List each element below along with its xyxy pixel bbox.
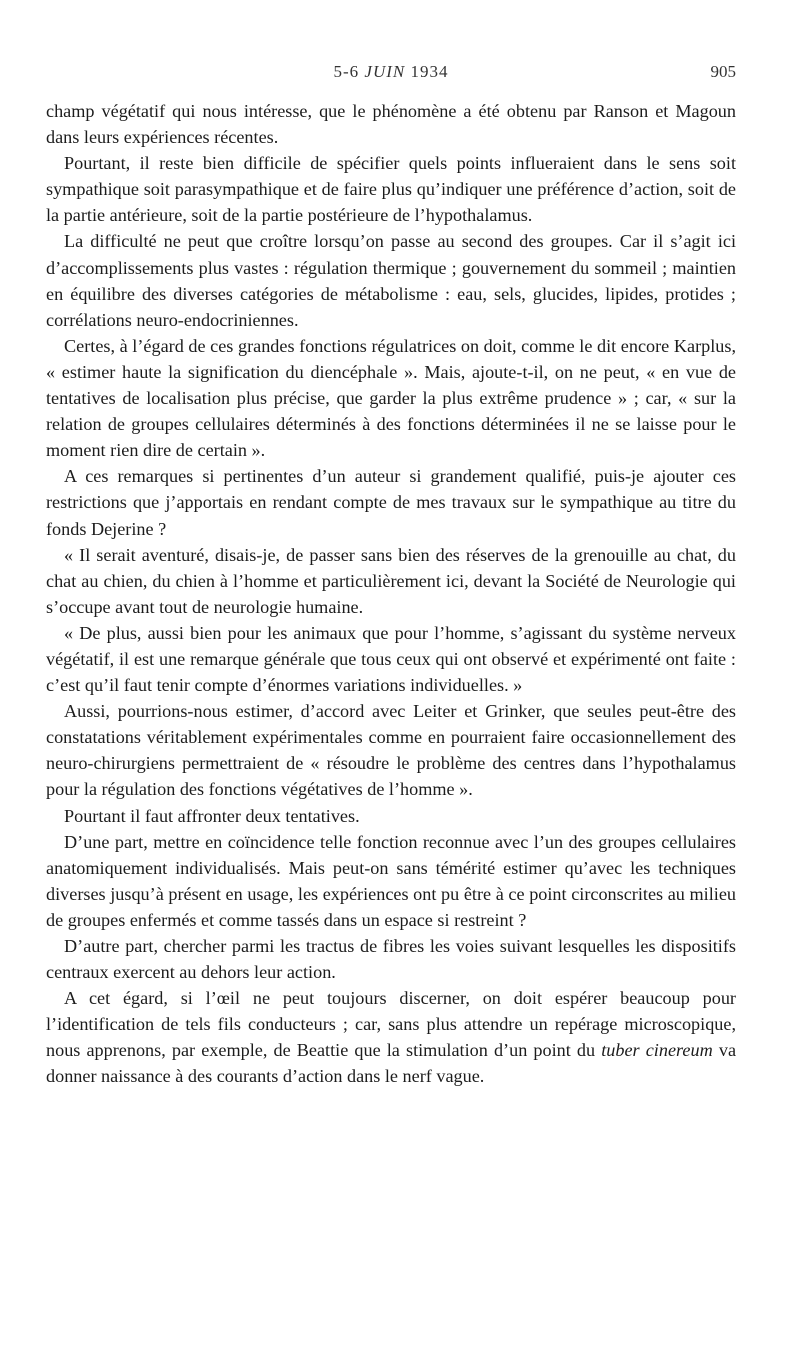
paragraph: Pourtant, il reste bien difficile de spécifier quels points influeraient dans le sens soit sympathique soit parasympathique et de faire plus qu’indiquer une préférence d’action, soit de la partie antérieure, soit de la partie postérieure de l’hypothalamus. — [46, 153, 736, 226]
paragraph-final — [46, 985, 736, 1089]
paragraph: D’une part, mettre en coïncidence telle fonction reconnue avec l’un des groupes cellulaires anatomiquement individualisés. Mais peut-on sans témérité estimer qu’avec les techniques diverses jusqu’à présent en usage, les expériences ont pu être à ce point circonscrites au milieu de groupes enfermés et comme tassés dans un espace si restreint ? — [46, 831, 736, 930]
paragraph: « De plus, aussi bien pour les animaux que pour l’homme, s’agissant du système nerveux végétatif, il est une remarque générale que tous ceux qui ont observé et expérimenté ont faite : c’est qu’il faut tenir compte d’énormes variations individuelles. » — [46, 622, 736, 696]
paragraph: Pourtant il faut affronter deux tentatives. — [64, 805, 360, 826]
header-year: 1934 — [410, 62, 449, 81]
paragraph: La difficulté ne peut que croître lorsqu’on passe au second des groupes. Car il s’agit ici d’accomplissements plus vastes : régulation thermique ; gouvernement du sommeil ; maintien en équilibre des diverses catégories de métabolisme : eau, sels, glucides, lipides, protides ; corrélations neuro-endocriniennes. — [46, 231, 736, 330]
paragraph-final-start: A cet égard, si l’œil ne peut toujours discerner, on doit espérer beaucoup pour l’identification de tels fils conducteurs ; car, sans plus attendre un repérage microscopique, nous apprenons, par exemple, de Beattie que la stimulation d’un point du — [46, 988, 736, 1061]
paragraph: Aussi, pourrions-nous estimer, d’accord avec Leiter et Grinker, que seules peut-être des constatations véritablement expérimentales comme en pourraient faire occasionnellement des neuro-chirurgiens permettraient de « résoudre le problème des centres dans l’hypothalamus pour la régulation des fonctions végétatives de l’homme ». — [46, 701, 736, 800]
running-header — [46, 62, 736, 88]
page-number: 905 — [710, 62, 736, 81]
latin-term: tuber cinereum — [601, 1040, 713, 1061]
body-text — [46, 98, 736, 1090]
header-date — [46, 62, 736, 82]
paragraph: D’autre part, chercher parmi les tractus de fibres les voies suivant lesquelles les dispositifs centraux exercent au dehors leur action. — [46, 936, 736, 983]
header-month: JUIN — [364, 62, 406, 81]
paragraph-continued: champ végétatif qui nous intéresse, que le phénomène a été obtenu par Ranson et Magoun dans leurs expériences récentes. — [46, 101, 736, 148]
paragraph: A ces remarques si pertinentes d’un auteur si grandement qualifié, puis-je ajouter ces restrictions que j’apportais en rendant compte de mes travaux sur le sympathique au titre du fonds Dejerine ? — [46, 466, 736, 539]
paragraph: « Il serait aventuré, disais-je, de passer sans bien des réserves de la grenouille au chat, du chat au chien, du chien à l’homme et particulièrement ici, devant la Société de Neurologie qui s’occupe avant tout de neurologie humaine. — [46, 544, 736, 617]
paragraph-final-end: va donner naissance à des courants d’action dans le nerf vague. — [46, 1040, 737, 1087]
header-date-prefix: 5-6 — [333, 62, 360, 81]
paragraph: Certes, à l’égard de ces grandes fonctions régulatrices on doit, comme le dit encore Karplus, « estimer haute la signification du diencéphale ». Mais, ajoute-t-il, on ne peut, « en vue de tentatives de localisation plus précise, que garder la plus extrême prudence » ; car, « sur la relation de groupes cellulaires déterminés à des fonctions déterminées il ne se laisse pour le moment rien dire de certain ». — [46, 335, 736, 461]
